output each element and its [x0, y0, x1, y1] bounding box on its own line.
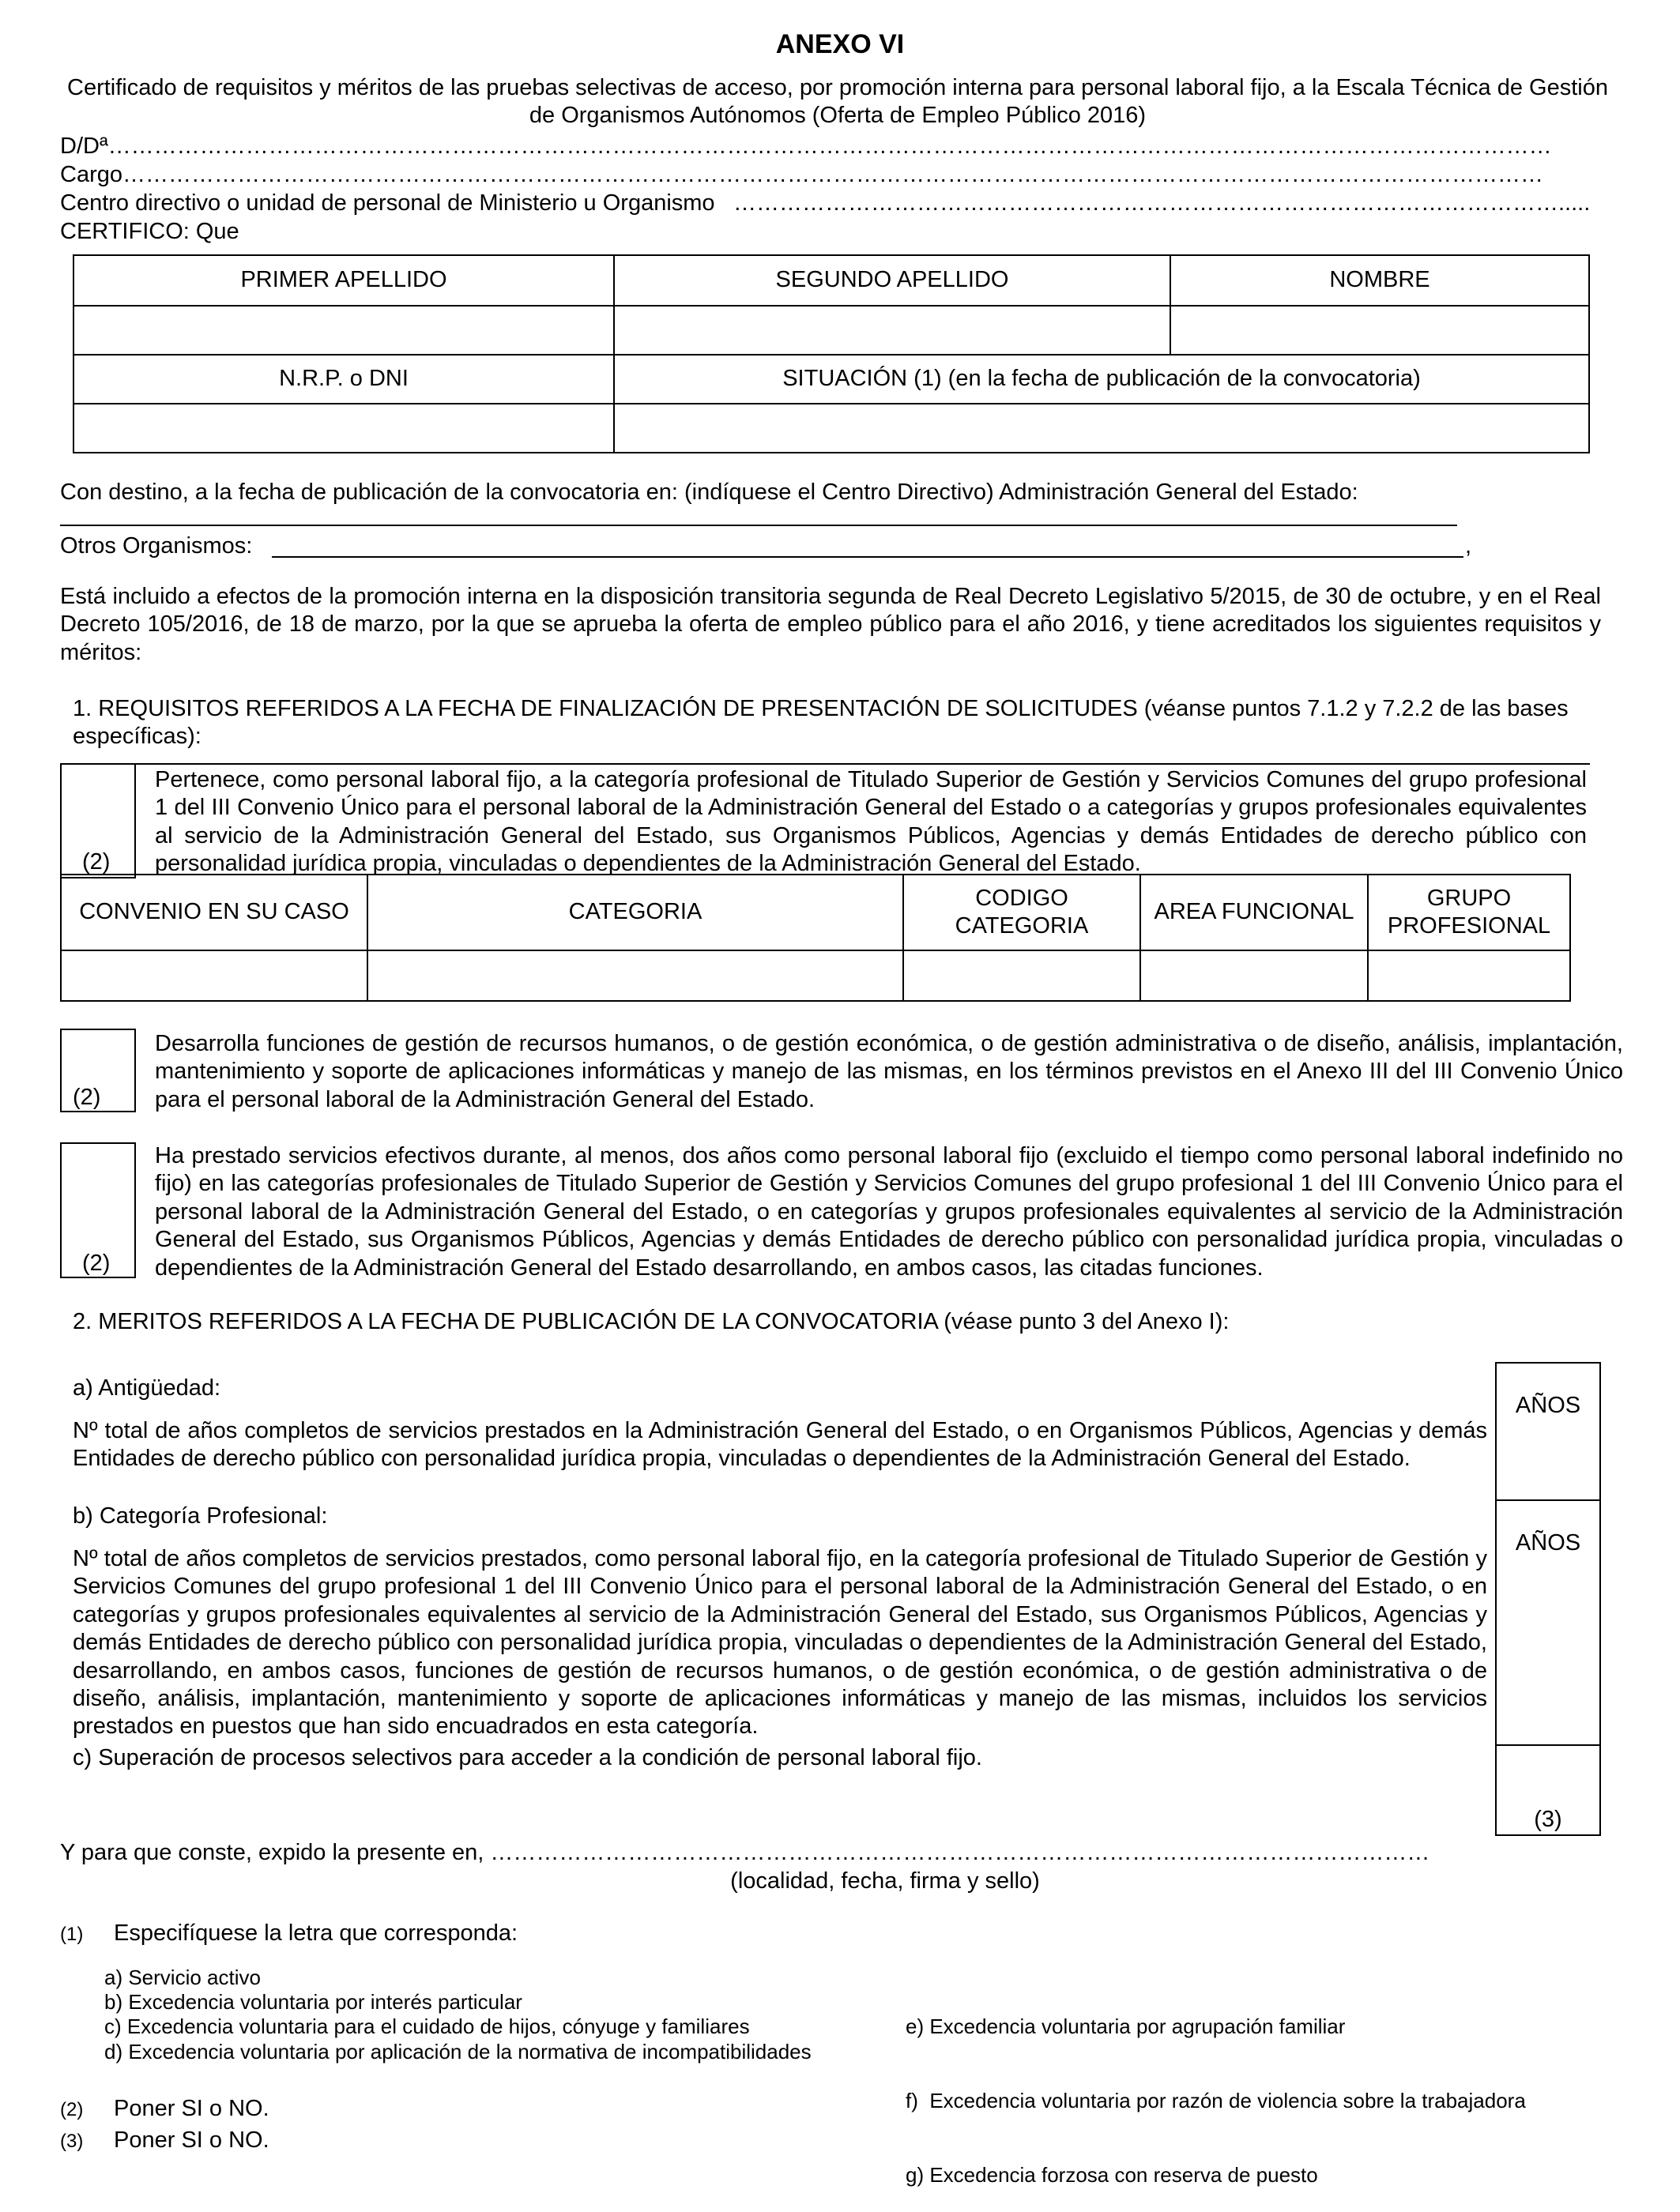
- closing-subtext: (localidad, fecha, firma y sello): [730, 1868, 1040, 1894]
- categoria-profesional-text: Nº total de años completos de servicios prestados, como personal laboral fijo, en la categoría profesional de Titulado Superior de Gestión y Servicios Comunes del grupo profesional 1 del III Convenio Único para el personal laboral de la Administración General del Estado, o en categorías y grupos profesionales equivalentes al servicio de la Administración General del Estado, sus Organismos Públicos, Agencias y demás Entidades de derecho público con personalidad jurídica propia, vinculadas o dependientes de la Administración General del Estado, desarrollando, en ambos casos, funciones de gestión de recursos humanos, o de gestión económica, o de gestión administrativa o de diseño, análisis, implantación, mantenimiento y soporte de aplicaciones informáticas y manejo de las mismas, incluidos los servicios prestados en puestos que han sido encuadrados en esta categoría.: [73, 1546, 1487, 1740]
- col-grupo-profesional: GRUPO PROFESIONAL: [1368, 875, 1570, 950]
- footnote-2-text: Poner SI o NO.: [114, 2096, 269, 2121]
- col-codigo-categoria: CODIGO CATEGORIA: [903, 875, 1140, 950]
- otros-organismos-label: Otros Organismos:: [60, 533, 253, 559]
- footnote-2-number: (2): [60, 2099, 84, 2120]
- page-subtitle: Certificado de requisitos y méritos de las pruebas selectivas de acceso, por promoción interna para personal laboral fijo, a la Escala Técnica de Gestión de Organismos Autónomos (Oferta de Empleo Público 2016): [67, 75, 1608, 129]
- situacion-options-left: [104, 1966, 812, 2064]
- destino-line[interactable]: [60, 525, 1457, 526]
- section1-title: 1. REQUISITOS REFERIDOS A LA FECHA DE FINALIZACIÓN DE PRESENTACIÓN DE SOLICITUDES (véanse puntos 7.1.2 y 7.2.2 de las bases específicas):: [73, 696, 1569, 750]
- option-c: c) Excedencia voluntaria para el cuidado de hijos, cónyuge y familiares: [104, 2014, 750, 2039]
- destino-text: Con destino, a la fecha de publicación de la convocatoria en: (indíquese el Centro Directivo) Administración General del Estado:: [60, 480, 1358, 505]
- antiguedad-label: a) Antigüedad:: [73, 1375, 221, 1401]
- req1-mark: (2): [82, 849, 111, 875]
- req2-text: Desarrolla funciones de gestión de recursos humanos, o de gestión económica, o de gestión administrativa o de diseño, análisis, implantación, mantenimiento y soporte de aplicaciones informáticas y manejo de las mismas, en los términos previstos en el Anexo III del III Convenio Único para el personal laboral de la Administración General del Estado.: [155, 1031, 1623, 1112]
- intro-paragraph: Está incluido a efectos de la promoción interna en la disposición transitoria segunda de Real Decreto Legislativo 5/2015, de 30 de octubre, y en el Real Decreto 105/2016, de 18 de marzo, por la que se aprueba la oferta de empleo público para el año 2016, y tiene acreditados los siguientes requisitos y méritos:: [60, 584, 1601, 665]
- req3-text: Ha prestado servicios efectivos durante, al menos, dos años como personal laboral fijo (excluido el tiempo como personal laboral indefinido no fijo) en las categorías profesionales de Titulado Superior de Gestión y Servicios Comunes del grupo profesional 1 del III Convenio Único para el personal laboral de la Administración General del Estado, o en categorías y grupos profesionales equivalentes al servicio de la Administración General del Estado, sus Organismos Públicos, Agencias y demás Entidades de derecho público con personalidad jurídica propia, vinculadas o dependientes de la Administración General del Estado desarrollando, en ambos casos, las citadas funciones.: [155, 1143, 1623, 1281]
- antiguedad-anos-input[interactable]: [1497, 1422, 1599, 1498]
- header-nombre: NOMBRE: [1170, 255, 1589, 306]
- antiguedad-anos-label: AÑOS: [1515, 1393, 1581, 1418]
- header-situacion: SITUACIÓN (1) (en la fecha de publicación de la convocatoria): [614, 355, 1589, 404]
- option-g: g) Excedencia forzosa con reserva de puesto: [906, 2162, 1318, 2187]
- option-d: d) Excedencia voluntaria por aplicación de la normativa de incompatibilidades: [104, 2039, 812, 2063]
- primer-apellido-input[interactable]: [73, 306, 614, 355]
- req1-topline: [136, 763, 1590, 765]
- option-a: a) Servicio activo: [104, 1966, 261, 1989]
- footnote-1-number: (1): [60, 1924, 84, 1945]
- otros-organismos-line[interactable]: [272, 556, 1463, 558]
- req2-mark: (2): [73, 1085, 101, 1110]
- categoria-anos-label: AÑOS: [1515, 1530, 1581, 1556]
- footnote-3-number: (3): [60, 2131, 84, 2152]
- req3-mark: (2): [82, 1251, 111, 1276]
- grupo-profesional-input[interactable]: [1368, 950, 1570, 1001]
- col-convenio: CONVENIO EN SU CASO: [61, 875, 367, 950]
- cargo-field[interactable]: Cargo……………………………………………………………………………………………………………………………………………………………………: [60, 162, 1543, 187]
- superacion-mark: (3): [1534, 1807, 1562, 1832]
- categoria-input[interactable]: [367, 950, 903, 1001]
- col-area-funcional: AREA FUNCIONAL: [1140, 875, 1368, 950]
- identification-table: [73, 254, 1590, 453]
- nrp-dni-input[interactable]: [73, 404, 614, 453]
- header-primer-apellido: PRIMER APELLIDO: [73, 255, 614, 306]
- closing-line[interactable]: Y para que conste, expido la presente en, ……………………………………………………………………………………………………………: [60, 1840, 1430, 1865]
- option-b: b) Excedencia voluntaria por interés particular: [104, 1990, 522, 2014]
- segundo-apellido-input[interactable]: [614, 306, 1170, 355]
- option-e: e) Excedencia voluntaria por agrupación familiar: [906, 2014, 1346, 2039]
- centro-label: Centro directivo o unidad de personal de Ministerio u Organismo: [60, 190, 715, 216]
- codigo-categoria-input[interactable]: [903, 950, 1140, 1001]
- col-categoria: CATEGORIA: [367, 875, 903, 950]
- situacion-input[interactable]: [614, 404, 1589, 453]
- footnote-1-text: Especifíquese la letra que corresponda:: [114, 1920, 518, 1946]
- header-nrp-dni: N.R.P. o DNI: [73, 355, 614, 404]
- otros-comma: ,: [1465, 533, 1472, 559]
- convenio-input[interactable]: [61, 950, 367, 1001]
- nombre-input[interactable]: [1170, 306, 1589, 355]
- categoria-anos-input[interactable]: [1497, 1559, 1599, 1743]
- area-funcional-input[interactable]: [1140, 950, 1368, 1001]
- situacion-options-right: [906, 1966, 1526, 2212]
- superacion-input[interactable]: [1497, 1746, 1599, 1809]
- superacion-text: c) Superación de procesos selectivos para acceder a la condición de personal laboral fijo.: [73, 1745, 982, 1770]
- antiguedad-text: Nº total de años completos de servicios prestados en la Administración General del Estado, o en Organismos Públicos, Agencias y demás Entidades de derecho público con personalidad jurídica propia, vinculadas o dependientes de la Administración General del Estado.: [73, 1418, 1487, 1472]
- categoria-profesional-label: b) Categoría Profesional:: [73, 1503, 328, 1529]
- req1-text: Pertenece, como personal laboral fijo, a la categoría profesional de Titulado Superior de Gestión y Servicios Comunes del grupo profesional 1 del III Convenio Único para el personal laboral de la Administración General del Estado o a categorías y grupos profesionales equivalentes al servicio de la Administración General del Estado, sus Organismos Públicos, Agencias y demás Entidades de derecho público con personalidad jurídica propia, vinculadas o dependientes de la Administración General del Estado.: [155, 767, 1587, 877]
- centro-field[interactable]: ……………………………………………………………………………………………….....: [733, 190, 1591, 216]
- dd-field[interactable]: D/Dª………………………………………………………………………………………………………………………………………………………………………: [60, 134, 1552, 159]
- section2-title: 2. MERITOS REFERIDOS A LA FECHA DE PUBLICACIÓN DE LA CONVOCATORIA (véase punto 3 del Anexo I):: [73, 1309, 1230, 1334]
- certifico-label: CERTIFICO: Que: [60, 219, 239, 244]
- page-title: ANEXO VI: [775, 29, 905, 59]
- header-segundo-apellido: SEGUNDO APELLIDO: [614, 255, 1170, 306]
- footnote-3-text: Poner SI o NO.: [114, 2127, 269, 2153]
- option-f: f) Excedencia voluntaria por razón de violencia sobre la trabajadora: [906, 2088, 1526, 2112]
- meritos-divider-1: [1495, 1499, 1601, 1501]
- category-table: [60, 874, 1571, 1002]
